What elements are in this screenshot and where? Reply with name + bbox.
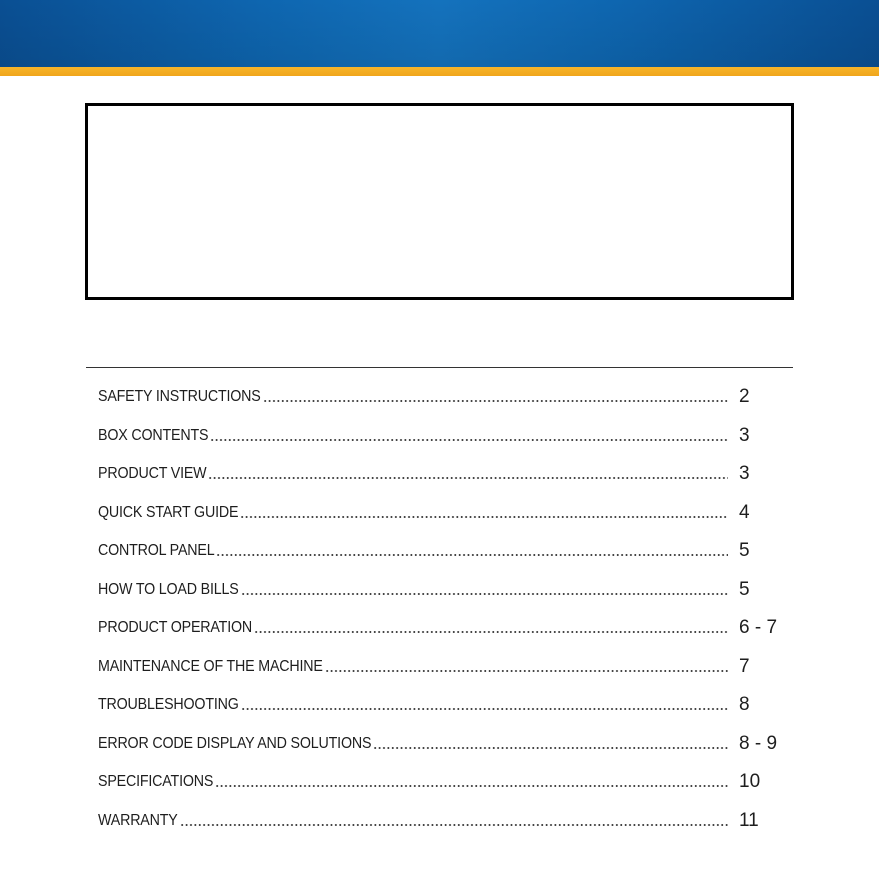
toc-entry[interactable] (98, 571, 798, 610)
toc-entry-title: SPECIFICATIONS (98, 773, 214, 791)
toc-entry-page: 2 (739, 386, 750, 408)
toc-entry-title: PRODUCT VIEW (98, 465, 207, 483)
toc-leader-dots (263, 400, 728, 402)
toc-entry-page: 6 - 7 (739, 617, 778, 639)
toc-entry[interactable] (98, 378, 798, 417)
toc-entry-page: 4 (739, 501, 750, 523)
toc-entry-title: PRODUCT OPERATION (98, 619, 253, 637)
toc-leader-dots (325, 670, 728, 672)
header-shade (0, 0, 879, 67)
toc-entry[interactable] (98, 609, 798, 648)
toc-entry-page: 7 (739, 655, 750, 677)
toc-entry-page: 5 (739, 540, 750, 562)
toc-entry-title: MAINTENANCE OF THE MACHINE (98, 657, 323, 675)
toc-entry-title: QUICK START GUIDE (98, 503, 239, 521)
toc-entry[interactable] (98, 494, 798, 533)
header-accent-stripe (0, 67, 879, 76)
toc-leader-dots (254, 631, 728, 633)
toc-entry-page: 11 (739, 809, 759, 831)
toc-leader-dots (180, 824, 728, 826)
toc-entry-title: SAFETY INSTRUCTIONS (98, 388, 261, 406)
toc-entry-title: HOW TO LOAD BILLS (98, 580, 239, 598)
toc-entry[interactable] (98, 417, 798, 456)
toc-entry-page: 3 (739, 424, 750, 446)
toc-leader-dots (208, 477, 728, 479)
toc-entry-page: 8 (739, 694, 750, 716)
header-banner (0, 0, 879, 67)
toc-leader-dots (240, 516, 728, 518)
toc-entry[interactable] (98, 532, 798, 571)
toc-leader-dots (241, 593, 728, 595)
toc-entry[interactable] (98, 648, 798, 687)
toc-leader-dots (210, 439, 728, 441)
toc-leader-dots (373, 747, 728, 749)
toc-leader-dots (241, 708, 728, 710)
toc-leader-dots (216, 554, 728, 556)
toc-entry-page: 3 (739, 463, 750, 485)
toc-leader-dots (215, 785, 728, 787)
toc-entry[interactable] (98, 686, 798, 725)
toc-entry[interactable] (98, 763, 798, 802)
toc-entry[interactable] (98, 802, 798, 841)
toc-entry-title: ERROR CODE DISPLAY AND SOLUTIONS (98, 734, 372, 752)
toc-divider-line (86, 367, 793, 368)
toc-entry[interactable] (98, 455, 798, 494)
toc-entry-title: WARRANTY (98, 811, 178, 829)
toc-entry-page: 10 (739, 771, 761, 793)
toc-entry[interactable] (98, 725, 798, 764)
toc-entry-title: CONTROL PANEL (98, 542, 215, 560)
toc-entry-page: 8 - 9 (739, 732, 778, 754)
toc-entry-page: 5 (739, 578, 750, 600)
table-of-contents (98, 378, 798, 840)
empty-bordered-box (85, 103, 794, 300)
toc-entry-title: BOX CONTENTS (98, 426, 209, 444)
toc-entry-title: TROUBLESHOOTING (98, 696, 239, 714)
